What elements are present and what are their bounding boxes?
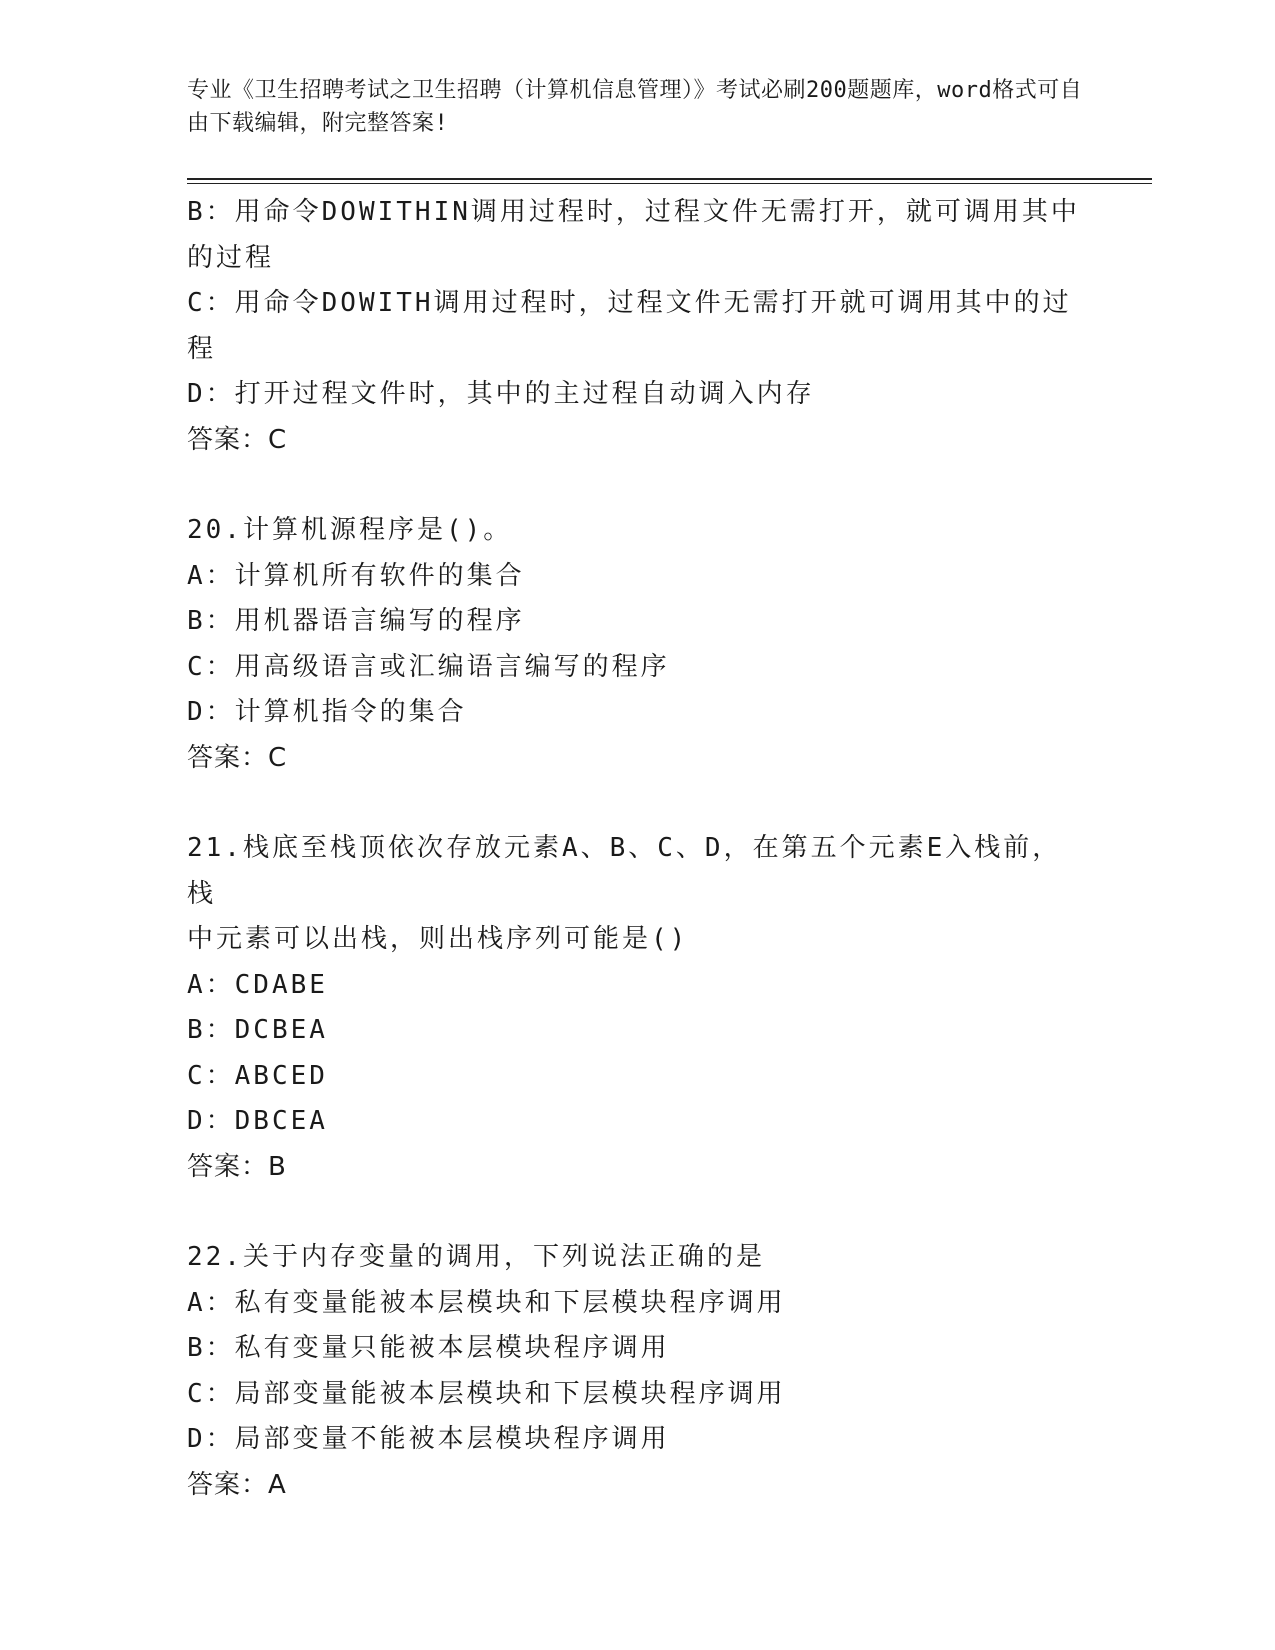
- option-b: B：用机器语言编写的程序: [187, 606, 525, 636]
- option-b-line-1: B：用命令DOWITHIN调用过程时，过程文件无需打开，就可调用其中: [187, 197, 1080, 227]
- question-text: 22.关于内存变量的调用，下列说法正确的是: [187, 1242, 765, 1272]
- option-d: D：计算机指令的集合: [187, 697, 467, 727]
- option-c-line-1: C：用命令DOWITH调用过程时，过程文件无需打开就可调用其中的过: [187, 288, 1072, 318]
- answer: 答案：C: [187, 742, 288, 773]
- question-22: [187, 1235, 1087, 1508]
- question-text-line-2: 中元素可以出栈，则出栈序列可能是(): [187, 924, 689, 954]
- option-c: C：局部变量能被本层模块和下层模块程序调用: [187, 1378, 786, 1409]
- question-text-line-1: 21.栈底至栈顶依次存放元素A、B、C、D，在第五个元素E入栈前，栈: [187, 833, 1062, 909]
- option-a: A：CDABE: [187, 969, 328, 1000]
- option-b: B：私有变量只能被本层模块程序调用: [187, 1333, 670, 1363]
- answer: 答案：A: [187, 1469, 287, 1500]
- option-a: A：私有变量能被本层模块和下层模块程序调用: [187, 1287, 786, 1318]
- option-a: A：计算机所有软件的集合: [187, 560, 525, 591]
- spacer: [187, 1190, 1087, 1235]
- question-19: [187, 190, 1087, 463]
- option-b-line-2: 的过程: [187, 242, 275, 273]
- option-b: B：DCBEA: [187, 1015, 328, 1045]
- answer: 答案：B: [187, 1151, 287, 1182]
- option-d: D：DBCEA: [187, 1106, 328, 1136]
- document-body: [187, 190, 1087, 1508]
- header-divider: [187, 178, 1152, 184]
- document-title: 专业《卫生招聘考试之卫生招聘（计算机信息管理）》考试必刷200题题库，word格式可自由下载编辑，附完整答案!: [187, 78, 1083, 136]
- question-text: 20.计算机源程序是()。: [187, 515, 513, 545]
- option-d: D：局部变量不能被本层模块程序调用: [187, 1424, 670, 1454]
- option-c: C：ABCED: [187, 1060, 328, 1091]
- option-d: D：打开过程文件时，其中的主过程自动调入内存: [187, 379, 815, 409]
- question-20: [187, 508, 1087, 781]
- question-21: [187, 826, 1087, 1190]
- answer: 答案：C: [187, 424, 288, 455]
- option-c: C：用高级语言或汇编语言编写的程序: [187, 651, 670, 682]
- spacer: [187, 781, 1087, 826]
- spacer: [187, 463, 1087, 508]
- document-header: [187, 74, 1087, 140]
- option-c-line-2: 程: [187, 333, 217, 364]
